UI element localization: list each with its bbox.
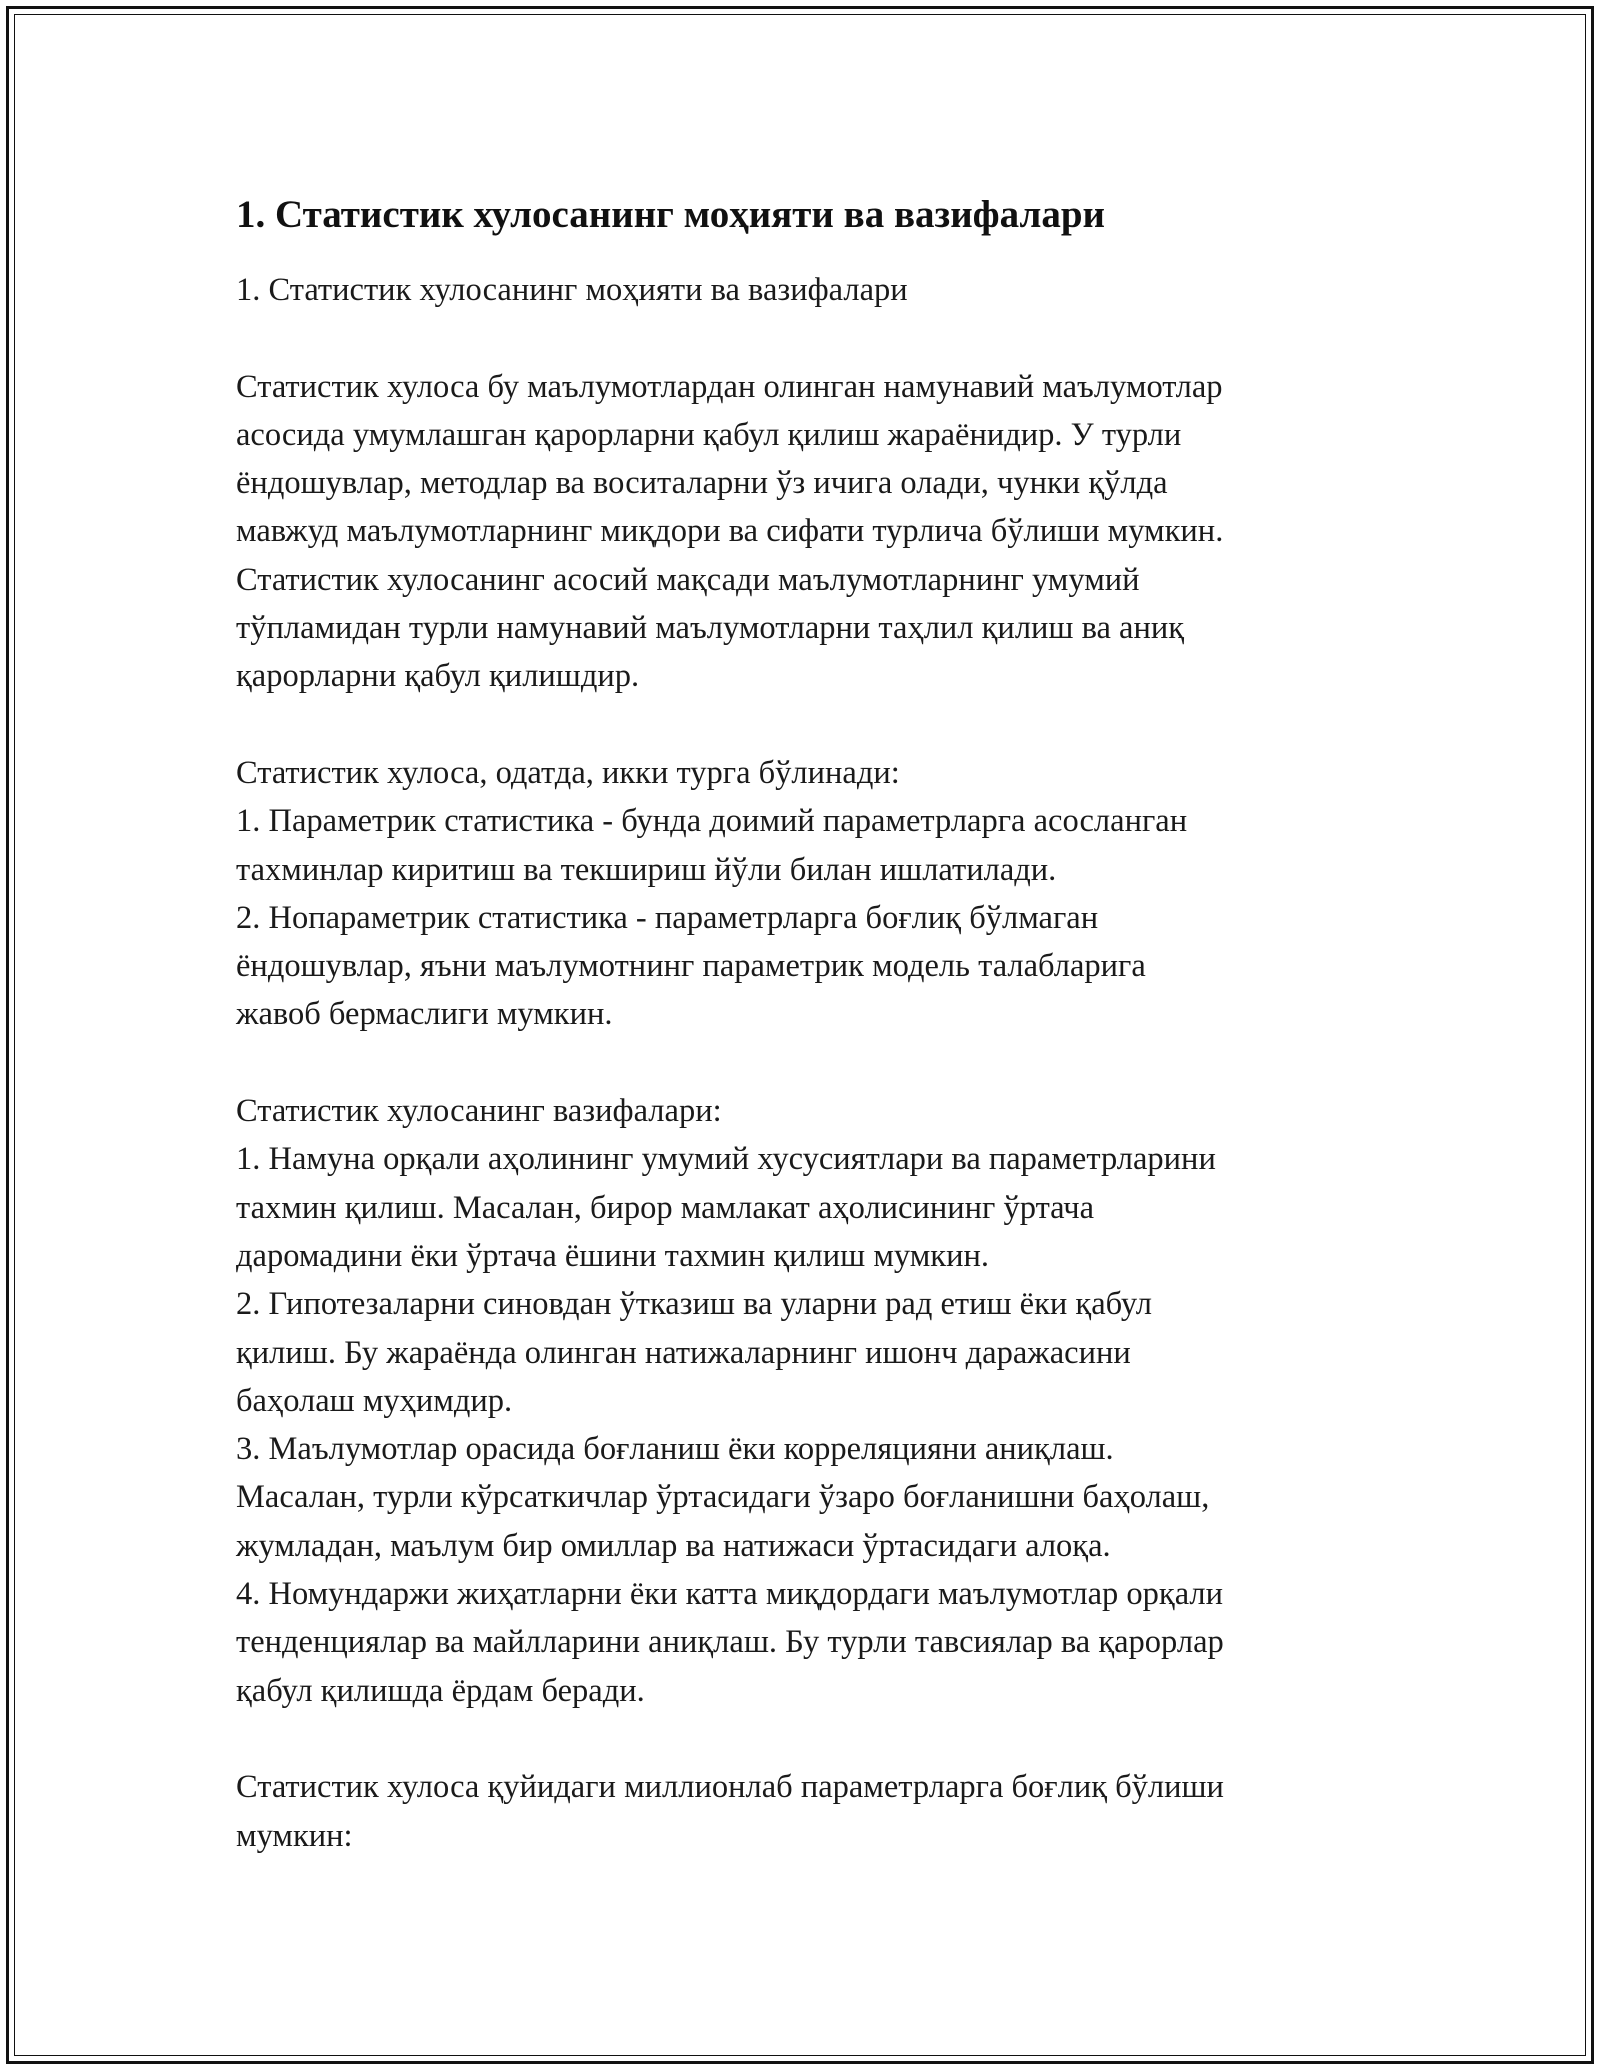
list-item-line: жумладан, маълум бир омиллар ва натижаси ўртасидаги алоқа.	[236, 1527, 1111, 1564]
paragraph-line: мумкин:	[236, 1817, 353, 1854]
paragraph-line: қарорларни қабул қилишдир.	[236, 658, 640, 695]
paragraph-subtitle	[236, 266, 1376, 314]
list-item-line: тенденциялар ва майлларини аниқлаш. Бу турли тавсиялар ва қарорлар	[236, 1624, 1224, 1661]
paragraph-line: Статистик хулосанинг асосий мақсади маълумотларнинг умумий	[236, 561, 1140, 598]
paragraph-closing	[236, 1763, 1376, 1860]
paragraph-line: тўпламидан турли намунавий маълумотларни таҳлил қилиш ва аниқ	[236, 610, 1185, 647]
paragraph-line: асосида умумлашган қарорларни қабул қилиш жараёнидир. У турли	[236, 416, 1182, 453]
list-item-line: қилиш. Бу жараёнда олинган натижаларнинг ишонч даражасини	[236, 1334, 1131, 1371]
list-item-line: 2. Гипотезаларни синовдан ўтказиш ва уларни рад етиш ёки қабул	[236, 1286, 1152, 1323]
list-item-line: тахмин қилиш. Масалан, бирор мамлакат аҳолисининг ўртача	[236, 1189, 1095, 1226]
list-item-line: ёндошувлар, яъни маълумотнинг параметрик модель талабларига	[236, 948, 1146, 985]
paragraph-types	[236, 749, 1376, 1039]
list-item-line: баҳолаш муҳимдир.	[236, 1382, 513, 1419]
list-item-line: 1. Намуна орқали аҳолининг умумий хусусиятлари ва параметрларини	[236, 1141, 1216, 1178]
list-item-line: 3. Маълумотлар орасида боғланиш ёки корреляцияни аниқлаш.	[236, 1431, 1114, 1468]
paragraph-line: Статистик хулосанинг вазифалари:	[236, 1093, 722, 1130]
list-item-line: тахминлар киритиш ва текшириш йўли билан ишлатилади.	[236, 851, 1057, 888]
paragraph-line: Статистик хулоса бу маълумотлардан олинган намунавий маълумотлар	[236, 368, 1223, 405]
list-item-line: жавоб бермаслиги мумкин.	[236, 996, 613, 1033]
paragraph-line: ёндошувлар, методлар ва воситаларни ўз ичига олади, чунки қўлда	[236, 465, 1168, 502]
list-item-line: 1. Параметрик статистика - бунда доимий параметрларга асосланган	[236, 803, 1188, 840]
paragraph-line: мавжуд маълумотларнинг миқдори ва сифати турлича бўлиши мумкин.	[236, 513, 1224, 550]
list-item-line: 4. Номундаржи жиҳатларни ёки катта миқдордаги маълумотлар орқали	[236, 1576, 1224, 1613]
paragraph-line: 1. Статистик хулосанинг моҳияти ва вазифалари	[236, 272, 908, 308]
list-item-line: Масалан, турли кўрсаткичлар ўртасидаги ўзаро боғланишни баҳолаш,	[236, 1479, 1210, 1516]
paragraph-definition	[236, 363, 1376, 701]
list-item-line: даромадини ёки ўртача ёшини тахмин қилиш мумкин.	[236, 1237, 989, 1274]
paragraph-line: Статистик хулоса қуйидаги миллионлаб параметрларга боғлиқ бўлиши	[236, 1769, 1224, 1806]
list-item-line: 2. Нопараметрик статистика - параметрларга боғлиқ бўлмаган	[236, 899, 1099, 936]
document-body	[236, 190, 1376, 1908]
paragraph-line: Статистик хулоса, одатда, икки турга бўлинади:	[236, 754, 900, 791]
paragraph-tasks	[236, 1087, 1376, 1715]
document-title: 1. Статистик хулосанинг моҳияти ва вазифалари	[236, 193, 1106, 236]
list-item-line: қабул қилишда ёрдам беради.	[236, 1672, 645, 1709]
